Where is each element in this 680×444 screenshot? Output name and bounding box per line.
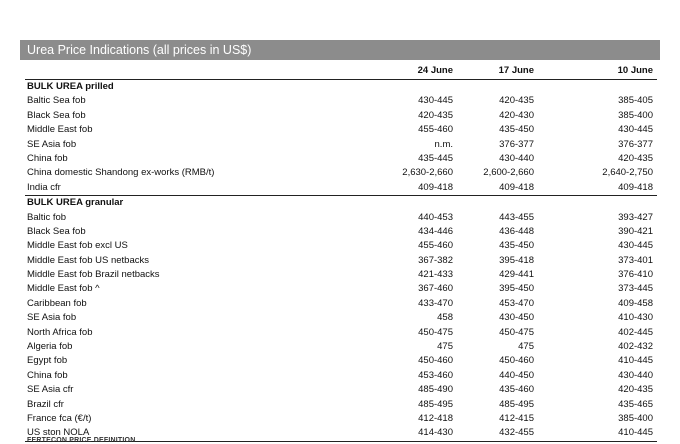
row-label: India cfr bbox=[27, 181, 61, 193]
cell-24-june: 420-435 bbox=[418, 109, 453, 121]
cell-10-june: 420-435 bbox=[618, 384, 653, 396]
cell-17-june: 450-475 bbox=[499, 326, 534, 338]
table-row bbox=[25, 412, 657, 426]
cell-10-june: 402-432 bbox=[618, 341, 653, 353]
cell-10-june: 385-400 bbox=[618, 109, 653, 121]
cell-24-june: 485-490 bbox=[418, 384, 453, 396]
cell-10-june: 435-465 bbox=[618, 398, 653, 410]
cell-24-june: 440-453 bbox=[418, 211, 453, 223]
table-row bbox=[25, 369, 657, 383]
cell-24-june: 450-460 bbox=[418, 355, 453, 367]
cell-17-june: 420-435 bbox=[499, 95, 534, 107]
cell-17-june: 2,600-2,660 bbox=[483, 167, 534, 179]
cell-24-june: 435-445 bbox=[418, 152, 453, 164]
table-row bbox=[25, 282, 657, 296]
row-label: China domestic Shandong ex-works (RMB/t) bbox=[27, 167, 215, 179]
cell-17-june: 395-450 bbox=[499, 283, 534, 295]
row-label: SE Asia fob bbox=[27, 312, 77, 324]
table-row bbox=[25, 268, 657, 282]
cell-10-june: 420-435 bbox=[618, 152, 653, 164]
table-row bbox=[25, 225, 657, 239]
row-label: Middle East fob US netbacks bbox=[27, 254, 149, 266]
table-row bbox=[25, 383, 657, 397]
cell-10-june: 385-400 bbox=[618, 412, 653, 424]
table-title: Urea Price Indications (all prices in US$) bbox=[20, 40, 660, 60]
cell-17-june: 435-460 bbox=[499, 384, 534, 396]
cell-24-june: 453-460 bbox=[418, 369, 453, 381]
table-row bbox=[25, 326, 657, 340]
table-row bbox=[25, 311, 657, 325]
cell-10-june: 430-440 bbox=[618, 369, 653, 381]
row-label: SE Asia cfr bbox=[27, 384, 74, 396]
column-header-row bbox=[25, 64, 657, 80]
column-header: 10 June bbox=[617, 65, 653, 76]
row-label: Black Sea fob bbox=[27, 225, 86, 237]
cell-17-june: 429-441 bbox=[499, 269, 534, 281]
table-row bbox=[25, 297, 657, 311]
cell-24-june: 409-418 bbox=[418, 181, 453, 193]
cell-17-june: 409-418 bbox=[499, 181, 534, 193]
cell-17-june: 475 bbox=[518, 341, 534, 353]
row-label: US ston NOLA bbox=[27, 427, 90, 439]
table-row bbox=[25, 109, 657, 123]
prilled-rows bbox=[25, 94, 657, 196]
cell-17-june: 432-455 bbox=[499, 427, 534, 439]
cell-10-june: 376-377 bbox=[618, 138, 653, 150]
cell-24-june: 412-418 bbox=[418, 412, 453, 424]
cell-17-june: 440-450 bbox=[499, 369, 534, 381]
table-row bbox=[25, 239, 657, 253]
cell-17-june: 435-450 bbox=[499, 240, 534, 252]
cell-17-june: 453-470 bbox=[499, 297, 534, 309]
cell-17-june: 436-448 bbox=[499, 225, 534, 237]
section-heading: BULK UREA prilled bbox=[27, 81, 114, 92]
table-row bbox=[25, 152, 657, 166]
cell-10-june: 430-445 bbox=[618, 240, 653, 252]
cell-10-june: 373-445 bbox=[618, 283, 653, 295]
cell-24-june: 433-470 bbox=[418, 297, 453, 309]
table-row bbox=[25, 94, 657, 108]
cell-24-june: n.m. bbox=[434, 138, 453, 150]
cell-10-june: 410-445 bbox=[618, 427, 653, 439]
row-label: Baltic Sea fob bbox=[27, 95, 86, 107]
table-row bbox=[25, 211, 657, 225]
row-label: France fca (€/t) bbox=[27, 412, 92, 424]
table-row bbox=[25, 354, 657, 368]
row-label: SE Asia fob bbox=[27, 138, 77, 150]
cell-24-june: 430-445 bbox=[418, 95, 453, 107]
cell-24-june: 434-446 bbox=[418, 225, 453, 237]
column-header: 17 June bbox=[498, 65, 534, 76]
table-row bbox=[25, 166, 657, 180]
cell-10-june: 393-427 bbox=[618, 211, 653, 223]
row-label: China fob bbox=[27, 152, 68, 164]
row-label: Black Sea fob bbox=[27, 109, 86, 121]
row-label: Caribbean fob bbox=[27, 297, 87, 309]
cell-10-june: 390-421 bbox=[618, 225, 653, 237]
table-row bbox=[25, 340, 657, 354]
row-label: China fob bbox=[27, 369, 68, 381]
cell-24-june: 367-382 bbox=[418, 254, 453, 266]
cell-17-june: 443-455 bbox=[499, 211, 534, 223]
cell-17-june: 376-377 bbox=[499, 138, 534, 150]
row-label: Egypt fob bbox=[27, 355, 68, 367]
cell-10-june: 409-418 bbox=[618, 181, 653, 193]
cell-10-june: 373-401 bbox=[618, 254, 653, 266]
row-label: Middle East fob excl US bbox=[27, 240, 128, 252]
cell-10-june: 410-445 bbox=[618, 355, 653, 367]
cell-24-june: 485-495 bbox=[418, 398, 453, 410]
row-label: Middle East fob bbox=[27, 124, 93, 136]
table-row bbox=[25, 398, 657, 412]
cell-17-june: 435-450 bbox=[499, 124, 534, 136]
cell-24-june: 414-430 bbox=[418, 427, 453, 439]
cell-17-june: 420-430 bbox=[499, 109, 534, 121]
cell-17-june: 430-450 bbox=[499, 312, 534, 324]
cell-17-june: 485-495 bbox=[499, 398, 534, 410]
cell-17-june: 395-418 bbox=[499, 254, 534, 266]
section-heading-prilled bbox=[25, 80, 657, 94]
cell-24-june: 2,630-2,660 bbox=[402, 167, 453, 179]
granular-rows bbox=[25, 211, 657, 442]
cell-24-june: 367-460 bbox=[418, 283, 453, 295]
cell-24-june: 455-460 bbox=[418, 240, 453, 252]
cell-24-june: 421-433 bbox=[418, 269, 453, 281]
section-heading: BULK UREA granular bbox=[27, 197, 124, 209]
row-label: Baltic fob bbox=[27, 211, 67, 223]
cell-24-june: 450-475 bbox=[418, 326, 453, 338]
cell-10-june: 430-445 bbox=[618, 124, 653, 136]
cell-17-june: 450-460 bbox=[499, 355, 534, 367]
row-label: Brazil cfr bbox=[27, 398, 64, 410]
table-row bbox=[25, 254, 657, 268]
cell-10-june: 2,640-2,750 bbox=[602, 167, 653, 179]
cell-17-june: 430-440 bbox=[499, 152, 534, 164]
cell-24-june: 475 bbox=[437, 341, 453, 353]
row-label: North Africa fob bbox=[27, 326, 93, 338]
section-heading-granular bbox=[25, 196, 657, 210]
footer-cut-text: FERTECON PRICE DEFINITION bbox=[27, 437, 136, 444]
row-label: Algeria fob bbox=[27, 341, 73, 353]
table-row bbox=[25, 123, 657, 137]
cell-17-june: 412-415 bbox=[499, 412, 534, 424]
cell-10-june: 409-458 bbox=[618, 297, 653, 309]
column-header: 24 June bbox=[417, 65, 453, 76]
cell-10-june: 402-445 bbox=[618, 326, 653, 338]
cell-10-june: 385-405 bbox=[618, 95, 653, 107]
cell-24-june: 455-460 bbox=[418, 124, 453, 136]
table-row bbox=[25, 181, 657, 196]
row-label: Middle East fob Brazil netbacks bbox=[27, 269, 160, 281]
row-label: Middle East fob ^ bbox=[27, 283, 100, 295]
table-row bbox=[25, 138, 657, 152]
cell-10-june: 376-410 bbox=[618, 269, 653, 281]
price-table bbox=[25, 64, 657, 442]
cell-24-june: 458 bbox=[437, 312, 453, 324]
cell-10-june: 410-430 bbox=[618, 312, 653, 324]
